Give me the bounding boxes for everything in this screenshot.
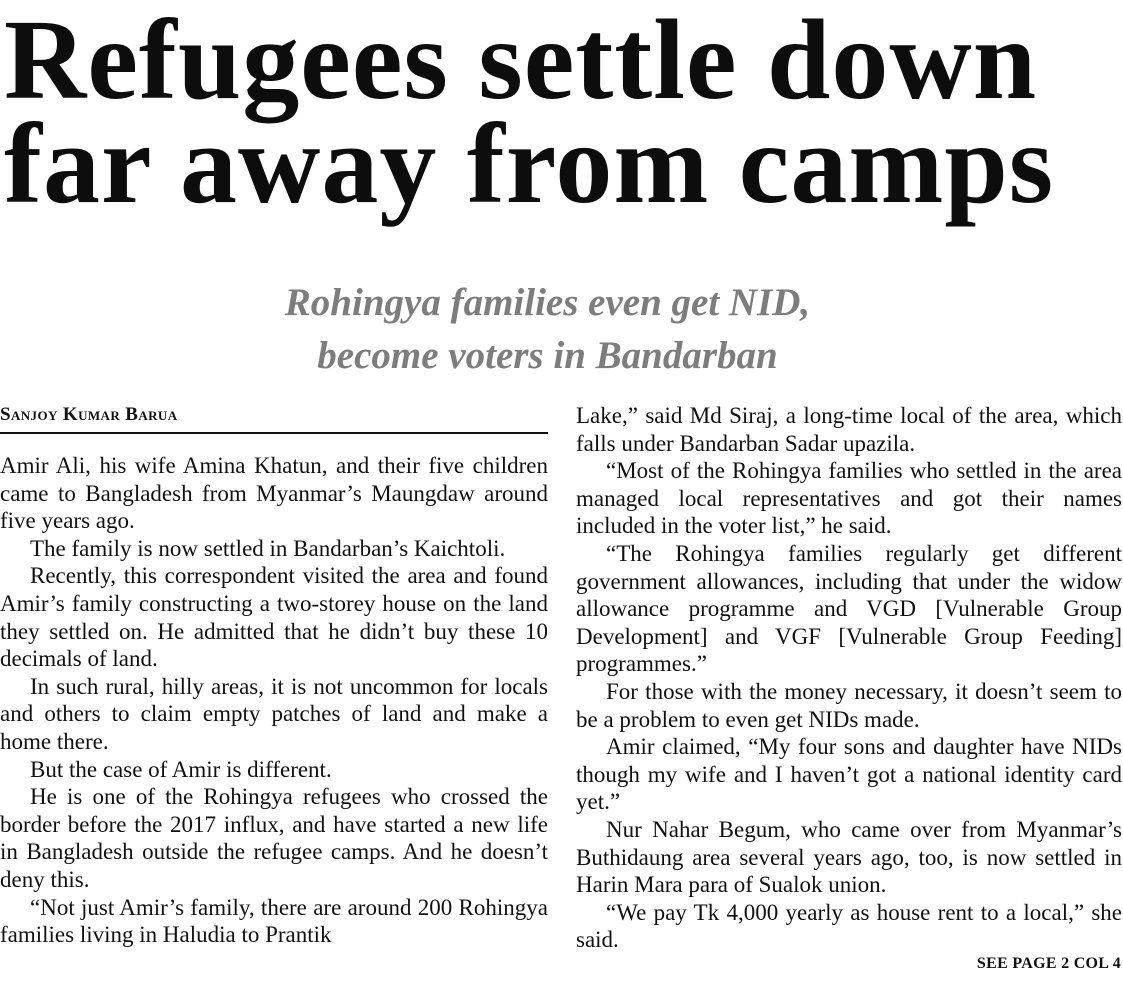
article-column-2 xyxy=(576,402,1122,954)
paragraph: “Most of the Rohingya families who settled in the area managed local representatives and got their names included in the voter list,” he said. xyxy=(576,458,1122,539)
paragraph: But the case of Amir is different. xyxy=(30,756,332,782)
headline-line-2: far away from camps xyxy=(4,100,1055,227)
paragraph: Lake,” said Md Siraj, a long-time local of the area, which falls under Bandarban Sadar upazila. xyxy=(576,403,1122,456)
paragraph: The family is now settled in Bandarban’s Kaichtoli. xyxy=(30,535,506,561)
paragraph: Amir Ali, his wife Amina Khatun, and their five children came to Bangladesh from Myanmar’s Maungdaw around five years ago. xyxy=(0,453,548,534)
byline: Sanjoy Kumar Barua xyxy=(0,404,548,434)
paragraph: “Not just Amir’s family, there are around 200 Rohingya families living in Haludia to Prantik xyxy=(0,894,548,948)
subheadline-line-2: become voters in Bandarban xyxy=(317,334,778,377)
continuation-note: SEE PAGE 2 COL 4 xyxy=(976,955,1121,972)
headline-line-1: Refugees settle down xyxy=(4,0,1038,123)
paragraph: For those with the money necessary, it doesn’t seem to be a problem to even get NIDs made. xyxy=(576,678,1122,732)
paragraph: In such rural, hilly areas, it is not uncommon for locals and others to claim empty patches of land and make a home there. xyxy=(0,673,548,754)
subheadline xyxy=(0,276,1095,382)
headline xyxy=(4,0,1119,227)
paragraph: Amir claimed, “My four sons and daughter have NIDs though my wife and I haven’t got a national identity card yet.” xyxy=(576,734,1122,815)
paragraph: “The Rohingya families regularly get different government allowances, including that under the widow allowance programme and VGD [Vulnerable Group Development] and VGF [Vulnerable Group Feeding] programmes.” xyxy=(576,540,1122,677)
article-column-1 xyxy=(0,452,548,949)
paragraph: “We pay Tk 4,000 yearly as house rent to a local,” she said. xyxy=(576,899,1122,953)
subheadline-line-1: Rohingya families even get NID, xyxy=(284,281,811,324)
paragraph: He is one of the Rohingya refugees who crossed the border before the 2017 influx, and have started a new life in Bangladesh outside the refugee camps. And he doesn’t deny this. xyxy=(0,784,548,892)
paragraph: Recently, this correspondent visited the area and found Amir’s family constructing a two-storey house on the land they settled on. He admitted that he didn’t buy these 10 decimals of land. xyxy=(0,563,548,672)
paragraph: Nur Nahar Begum, who came over from Myanmar’s Buthidaung area several years ago, too, is now settled in Harin Mara para of Sualok union. xyxy=(576,816,1122,898)
